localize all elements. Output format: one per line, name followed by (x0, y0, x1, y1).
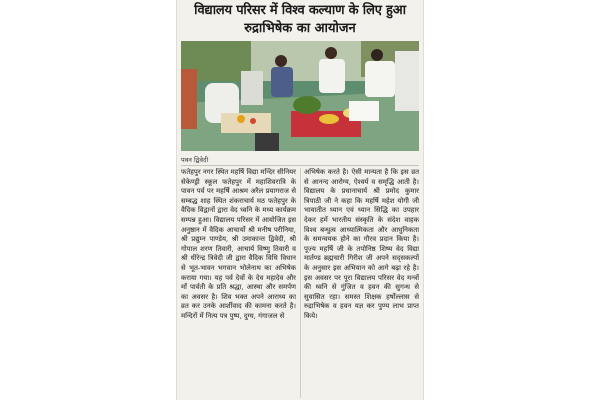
event-photo (181, 41, 419, 151)
separator-line (181, 165, 419, 166)
column-divider (300, 168, 301, 398)
headline-line-2: रुद्राभिषेक का आयोजन (244, 21, 356, 36)
article-body (181, 168, 419, 398)
byline: पवन द्विवेदी (181, 156, 209, 164)
article-column-right: अभिषेक करते है। ऐसी मान्यता है कि इस व्रत से आनन्द आरोग्य, ऐश्वर्य व समृद्धि आती है। विद्यालय के प्रधानाचार्य श्री प्रमोद कुमार त्रिपाठी जी ने कहा कि महर्षि महेश योगी जी भावातीत ध्यान एवं ध्यान सिद्धि का उपहार देकर हमें भारतीय संस्कृति के संदेश वाहक विश्व बन्धुत्व आध्यात्मिकता और आधुनिकता के समन्वयक होने का गौरव प्रदान किया है। पूज्य महर्षि जी के तपोनिष्ठ शिष्य वेद विद्या मार्तण्ड ब्रह्मचारी गिरीश जी अपने सद्‌सकल्पों के अनुसार इस अभियान को आगे बढ़ा रहे है।इस अवसर पर पूरा विद्यालय परिसर वेद मन्त्रों की ध्वनि से गुंजित व हवन की सुगन्ध से सुवासित रहा। समस्त शिक्षक हर्षोल्लास से रुद्राभिषेक व हवन यज्ञ कर पुण्य लाभ प्राप्त किये। (304, 168, 419, 320)
headline-line-1: विद्यालय परिसर में विश्व कल्याण के लिए हुआ (194, 3, 406, 18)
article-column-left: फतेहपुर नगर स्थित महर्षि विद्या मन्दिर सीनियर सेकेण्ड्री स्कूल फतेहपुर में महाशिवरात्रि के पावन पर्व पर महर्षि आश्रम अरैल प्रयागराज से सम्बद्ध शाह स्थित शंकराचार्य मठ फतेहपुर के वैदिक विद्वानों द्वारा वेद ध्वनि के मध्य कार्यक्रम सम्पन्न हुआ। विद्यालय परिसर में आयोजित इस अनुष्ठान में वैदिक आचार्यो श्री मनीष परीनिया, श्री प्रद्युम्न पाण्डेय, श्री उमाकान्त द्विवेदी, श्री गोपाल शरण तिवारी, आचार्य विष्णु तिवारी व श्री धीरेन्द्र त्रिवेदी जी द्वारा वैदिक विधि विधान से भूत-भावन भगवान भोलेनाथ का अभिषेक कराया गया। यह पर्व देवों के देव महादेव और माँ पार्वती के प्रति श्रद्धा, आस्था और समर्पण का अवसर है। शिव भक्त अपने आराध्य का व्रत कर उनके आर्शीवाद की कामना करते है। मन्दिरों में नित्य पत्र पुष्प, दुग्ध, गंगाजल से (181, 168, 296, 320)
headline (177, 2, 423, 37)
newspaper-clipping (177, 0, 423, 400)
photo-illustration (181, 41, 419, 151)
